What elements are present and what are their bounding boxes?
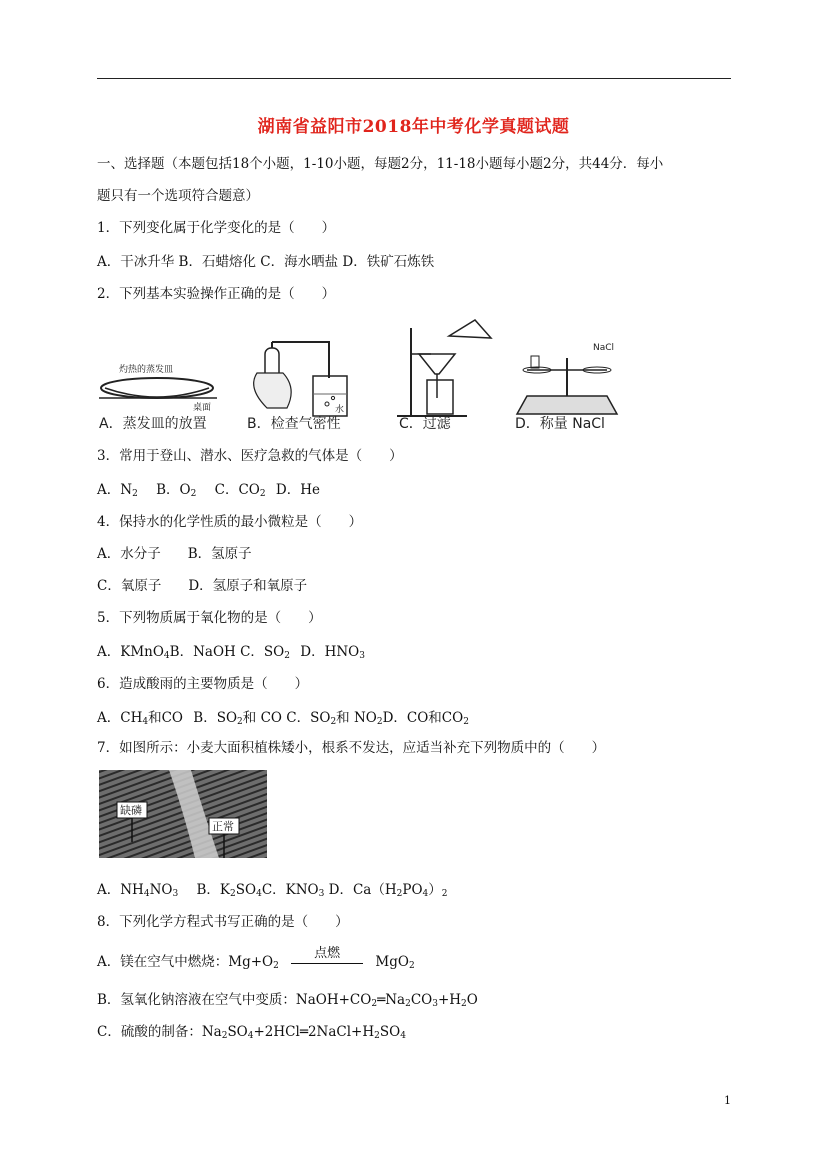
q1-options: A．干冰升华 B．石蜡熔化 C．海水晒盐 D．铁矿石炼铁 bbox=[97, 254, 435, 270]
figure-c-filtration bbox=[397, 320, 491, 432]
page-number: 1 bbox=[724, 1094, 731, 1107]
page-title: 湖南省益阳市2018年中考化学真题试题 bbox=[257, 117, 570, 137]
reaction-condition: 点燃 bbox=[314, 945, 341, 961]
figure-a-dish-label: 灼热的蒸发皿 bbox=[119, 365, 174, 375]
q7-option-d: D．$Ca(H_2PO_4)_2$ bbox=[328, 882, 448, 899]
q7-option-c: C．$KNO_3$ bbox=[261, 882, 325, 899]
figure-a-evaporating-dish bbox=[99, 363, 217, 432]
q5-options bbox=[97, 640, 365, 661]
figure-b-caption: B．检查气密性 bbox=[247, 416, 341, 432]
figure-d-nacl-label: NaCl bbox=[593, 343, 615, 353]
q7-wheat-photo bbox=[99, 770, 267, 858]
q7-photo-label-right: 正常 bbox=[212, 820, 234, 833]
section-intro-line2: 题只有一个选项符合题意） bbox=[97, 188, 259, 204]
q4-stem: 4．保持水的化学性质的最小微粒是（ ） bbox=[97, 514, 363, 530]
q3-stem: 3．常用于登山、潜水、医疗急救的气体是（ ） bbox=[97, 448, 403, 464]
q6-stem: 6．造成酸雨的主要物质是（ ） bbox=[97, 676, 309, 692]
reaction-condition-arrow bbox=[287, 945, 367, 970]
q7-photo-label-left: 缺磷 bbox=[120, 804, 142, 817]
q8-option-b: B．氢氧化钠溶液在空气中变质：$NaOH+CO_2═Na_2CO_3+H_2O$ bbox=[97, 992, 478, 1009]
q2-stem: 2．下列基本实验操作正确的是（ ） bbox=[97, 286, 336, 302]
q2-lab-figure bbox=[97, 318, 637, 436]
q7-option-b: B．$K_2SO_4$ bbox=[196, 882, 262, 899]
q5-stem: 5．下列物质属于氧化物的是（ ） bbox=[97, 610, 322, 626]
figure-a-caption: A．蒸发皿的放置 bbox=[99, 416, 207, 432]
figure-d-balance bbox=[515, 343, 617, 432]
q6-option-b: B．$SO_2$和 CO bbox=[193, 710, 282, 727]
q6-options bbox=[97, 706, 469, 727]
q6-option-a: A．$CH_4$和CO bbox=[97, 710, 183, 727]
q3-option-b: B．$O_2$ bbox=[156, 482, 197, 499]
q3-option-a: A．$N_2$ bbox=[97, 482, 138, 499]
q4-options-2: C．氧原子 D．氢原子和氧原子 bbox=[97, 578, 308, 594]
q7-options bbox=[97, 878, 447, 899]
header-rule bbox=[97, 78, 731, 79]
figure-b-water-label: 水 bbox=[335, 405, 345, 415]
figure-c-caption: C．过滤 bbox=[399, 416, 451, 432]
q4-options-1: A．水分子 B．氢原子 bbox=[97, 546, 252, 562]
figure-d-caption: D．称量 NaCl bbox=[515, 416, 605, 432]
q5-option-b: B．NaOH bbox=[169, 644, 236, 660]
q5-option-d: D．$HNO_3$ bbox=[300, 644, 365, 661]
q6-option-c: C．$SO_2$和 $NO_2$ bbox=[286, 710, 383, 727]
q5-option-c: C．$SO_2$ bbox=[240, 644, 290, 661]
q8-option-c: C．硫酸的制备：$Na_2SO_4+2HCl═2NaCl+H_2SO_4$ bbox=[97, 1024, 406, 1041]
figure-b-airtightness bbox=[247, 342, 347, 432]
q3-option-d: D．He bbox=[275, 482, 320, 498]
q3-options bbox=[97, 478, 320, 499]
q8-stem: 8．下列化学方程式书写正确的是（ ） bbox=[97, 914, 349, 930]
section-intro-line1: 一、选择题（本题包括18个小题，1-10小题，每题2分，11-18小题每小题2分，共44分．每小 bbox=[97, 156, 664, 172]
q8-option-a: A．镁在空气中燃烧：$Mg+O_2$ 点燃 MgO$_2$ bbox=[97, 950, 415, 971]
q7-stem: 7．如图所示：小麦大面积植株矮小，根系不发达，应适当补充下列物质中的（ ） bbox=[97, 740, 606, 756]
q6-option-d: D．CO和$CO_2$ bbox=[382, 710, 469, 727]
q5-option-a: A．KMnO$_4$ bbox=[97, 644, 170, 661]
q3-option-c: C．$CO_2$ bbox=[214, 482, 266, 499]
figure-a-surface-label: 桌面 bbox=[193, 403, 212, 413]
q7-option-a: A．$NH_4NO_3$ bbox=[97, 882, 179, 899]
q1-stem: 1．下列变化属于化学变化的是（ ） bbox=[97, 220, 336, 236]
